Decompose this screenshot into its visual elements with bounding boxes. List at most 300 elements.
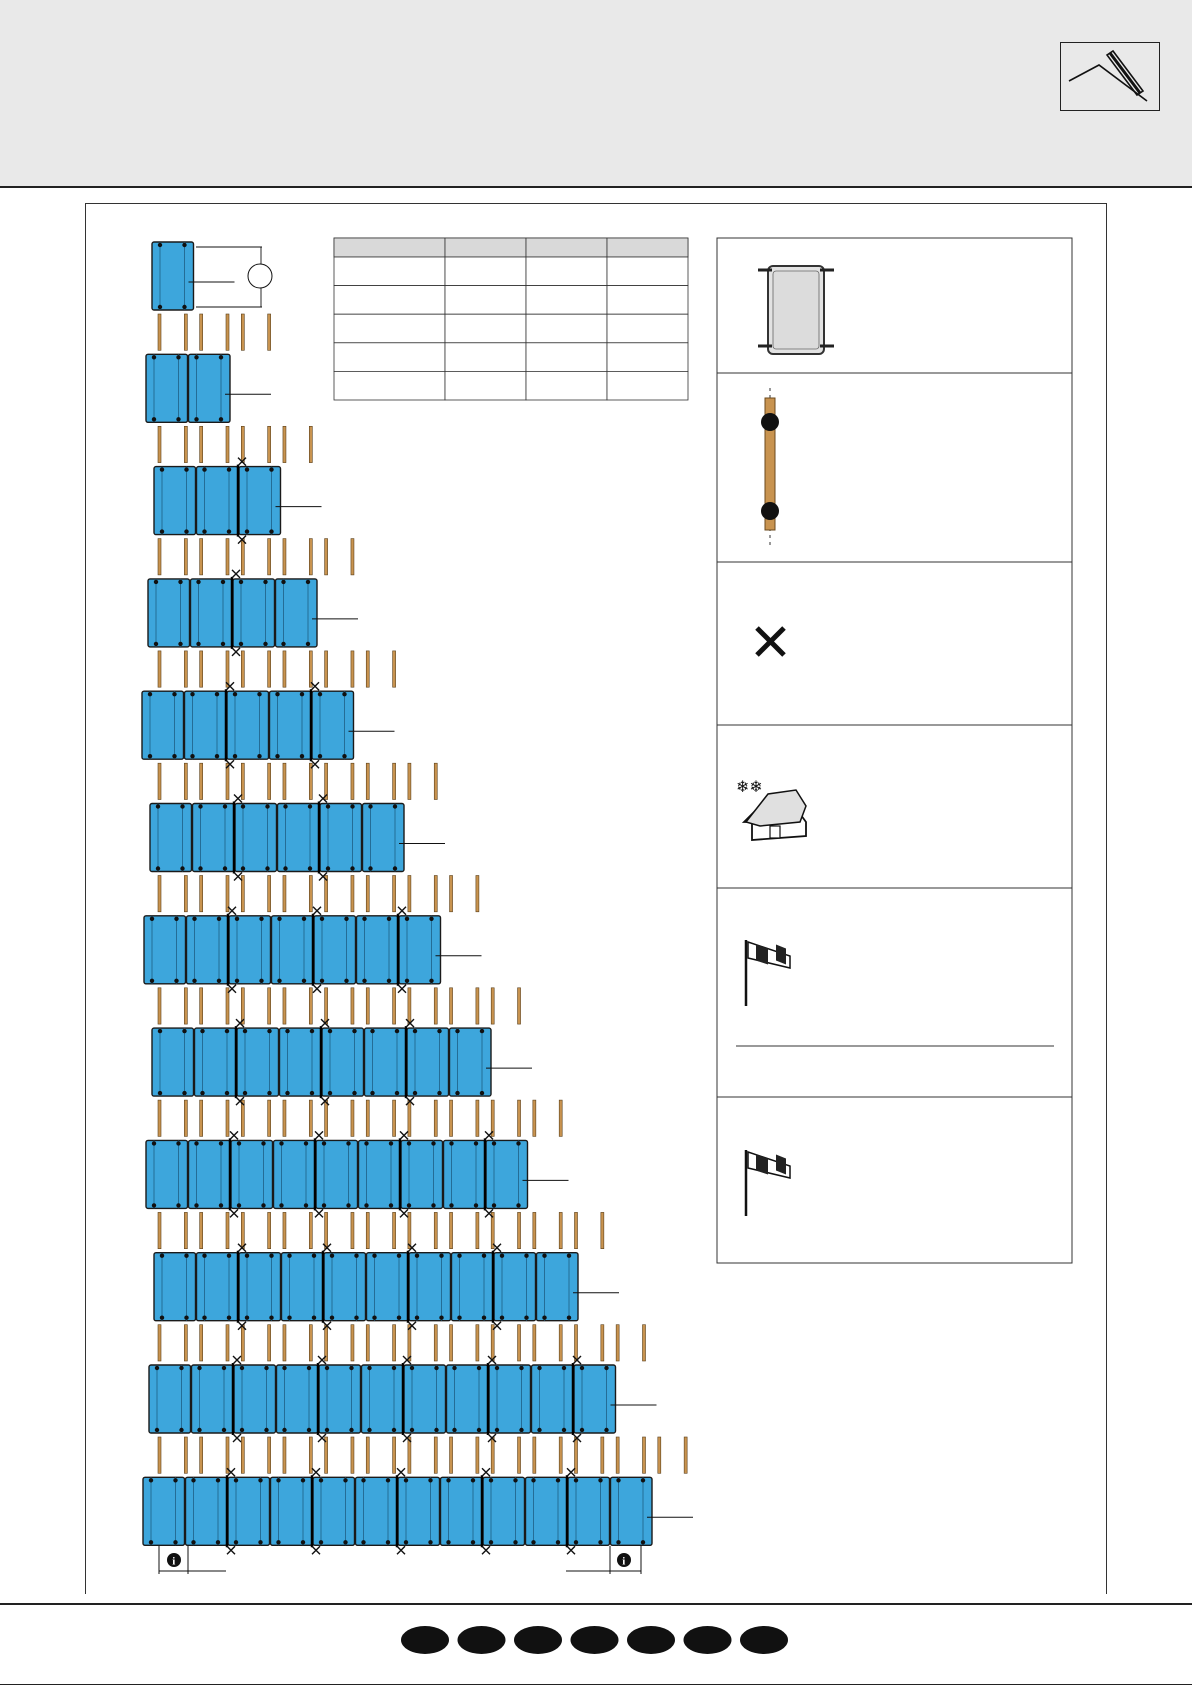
clamp-dot [160, 1254, 164, 1258]
mounting-rail [601, 1325, 604, 1361]
module-row [152, 242, 271, 350]
mounting-rail [351, 1100, 354, 1136]
mounting-rail [366, 1212, 369, 1248]
clamp-dot [346, 1141, 350, 1145]
pv-module [312, 691, 354, 759]
mounting-rail [200, 651, 203, 687]
mounting-rail [241, 876, 244, 912]
rail-joint-cross [234, 873, 242, 881]
clamp-dot [176, 355, 180, 359]
clamp-dot [531, 1478, 535, 1482]
clamp-dot [439, 1316, 443, 1320]
pv-module [356, 1477, 398, 1545]
mounting-rail [351, 1437, 354, 1473]
mounting-rail [518, 1100, 521, 1136]
mounting-rail [351, 988, 354, 1024]
mounting-rail [158, 651, 161, 687]
clamp-dot [219, 1141, 223, 1145]
clamp-dot [446, 1540, 450, 1544]
mounting-rail [158, 1212, 161, 1248]
clamp-dot [158, 305, 162, 309]
mounting-rail [366, 1437, 369, 1473]
clamp-dot [223, 804, 227, 808]
clamp-dot [500, 1316, 504, 1320]
mounting-rail [518, 1325, 521, 1361]
clamp-dot [190, 754, 194, 758]
clamp-dot [310, 1091, 314, 1095]
table-cell [526, 343, 607, 372]
table-cell [334, 286, 445, 315]
clamp-dot [437, 1091, 441, 1095]
clamp-dot [149, 1478, 153, 1482]
pv-module [239, 467, 281, 535]
clamp-dot [179, 1428, 183, 1432]
clamp-dot [174, 917, 178, 921]
clamp-dot [245, 1254, 249, 1258]
clamp-dot [320, 979, 324, 983]
table-cell [445, 238, 526, 257]
clamp-dot [350, 866, 354, 870]
mounting-rail [283, 876, 286, 912]
mounting-rail [518, 1437, 521, 1473]
clamp-dot [192, 979, 196, 983]
clamp-dot [152, 1203, 156, 1207]
clamp-dot [616, 1540, 620, 1544]
clamp-dot [500, 1254, 504, 1258]
pv-module [187, 916, 229, 984]
clamp-dot [234, 1478, 238, 1482]
rail-joint-cross [398, 907, 406, 915]
pv-module [282, 1253, 324, 1321]
mounting-rail [325, 876, 328, 912]
clamp-dot [389, 1141, 393, 1145]
clamp-dot [182, 1091, 186, 1095]
mounting-rail [184, 988, 187, 1024]
mounting-rail [393, 1437, 396, 1473]
mounting-rail [241, 1100, 244, 1136]
pv-module [227, 691, 269, 759]
mounting-rail [241, 539, 244, 575]
mounting-rail [616, 1325, 619, 1361]
clamp-dot [225, 1029, 229, 1033]
clamp-dot [264, 1428, 268, 1432]
clamp-dot [306, 580, 310, 584]
pv-module [144, 916, 186, 984]
clamp-dot [227, 1316, 231, 1320]
clamp-dot [267, 1029, 271, 1033]
pv-module [398, 1477, 440, 1545]
mounting-rail [476, 876, 479, 912]
clamp-dot [519, 1366, 523, 1370]
clamp-dot [269, 529, 273, 533]
clamp-dot [495, 1366, 499, 1370]
mounting-rail [434, 1325, 437, 1361]
page-dot[interactable] [514, 1626, 562, 1654]
table-cell [334, 257, 445, 286]
clamp-dot [641, 1478, 645, 1482]
clamp-dot [346, 1203, 350, 1207]
mounting-rail [450, 988, 453, 1024]
clamp-dot [155, 1366, 159, 1370]
clamp-dot [176, 1141, 180, 1145]
table-cell [607, 286, 688, 315]
clamp-dot [516, 1203, 520, 1207]
mounting-rail [184, 651, 187, 687]
clamp-dot [404, 1478, 408, 1482]
clamp-dot [196, 642, 200, 646]
mounting-rail [533, 1100, 536, 1136]
pv-module [189, 1140, 231, 1208]
clamp-dot [265, 804, 269, 808]
mounting-rail [309, 651, 312, 687]
clamp-dot [196, 580, 200, 584]
clamp-dot [263, 642, 267, 646]
mounting-rail [268, 539, 271, 575]
clamp-dot [322, 1203, 326, 1207]
clamp-dot [190, 692, 194, 696]
clamp-dot [184, 1254, 188, 1258]
mounting-rail [325, 988, 328, 1024]
clamp-dot [216, 1478, 220, 1482]
pv-module [409, 1253, 451, 1321]
module-row [143, 1468, 693, 1554]
clamp-dot [370, 1091, 374, 1095]
clamp-dot [300, 754, 304, 758]
clamp-dot [261, 1203, 265, 1207]
page-dot[interactable] [627, 1626, 675, 1654]
page-dot[interactable] [571, 1626, 619, 1654]
mounting-rail [491, 1325, 494, 1361]
mounting-rail [226, 539, 229, 575]
table-cell [607, 257, 688, 286]
clamp-dot [301, 1540, 305, 1544]
clamp-dot [556, 1540, 560, 1544]
mounting-rail [325, 1437, 328, 1473]
clamp-dot [449, 1203, 453, 1207]
pv-module [574, 1365, 616, 1433]
clamp-dot [240, 1366, 244, 1370]
clamp-dot [302, 917, 306, 921]
clamp-dot [542, 1316, 546, 1320]
clamp-dot [182, 1029, 186, 1033]
mounting-rail [158, 763, 161, 799]
clamp-dot [197, 1428, 201, 1432]
pv-module [148, 579, 190, 647]
clamp-dot [265, 866, 269, 870]
clamp-dot [269, 467, 273, 471]
clamp-dot [362, 979, 366, 983]
mounting-rail [184, 314, 187, 350]
mounting-rail [184, 1100, 187, 1136]
mounting-rail [366, 988, 369, 1024]
clamp-dot [429, 917, 433, 921]
mounting-rail [309, 1325, 312, 1361]
clamp-dot [202, 529, 206, 533]
clamp-dot [308, 804, 312, 808]
clamp-dot [320, 917, 324, 921]
mounting-rail [268, 1100, 271, 1136]
clamp-dot [474, 1141, 478, 1145]
mounting-rail [309, 1212, 312, 1248]
table-cell [526, 314, 607, 343]
mounting-rail [351, 1212, 354, 1248]
mounting-rail [325, 651, 328, 687]
clamp-dot [221, 642, 225, 646]
clamp-dot [307, 1428, 311, 1432]
pv-module [146, 354, 188, 422]
mounting-rail [283, 1325, 286, 1361]
pv-module [152, 242, 194, 310]
mounting-rail [268, 314, 271, 350]
clamp-dot [598, 1540, 602, 1544]
mounting-rail [491, 1212, 494, 1248]
clamp-dot [245, 467, 249, 471]
mounting-rail [268, 876, 271, 912]
clamp-dot [434, 1366, 438, 1370]
clamp-dot [219, 417, 223, 421]
rail-joint-cross [312, 1468, 320, 1476]
clamp-dot [180, 866, 184, 870]
table-cell [445, 371, 526, 400]
mounting-rail [158, 1325, 161, 1361]
clamp-dot [279, 1203, 283, 1207]
mounting-rail [408, 876, 411, 912]
pv-module [365, 1028, 407, 1096]
clamp-dot [480, 1091, 484, 1095]
clamp-dot [556, 1478, 560, 1482]
table-cell [526, 257, 607, 286]
rail-joint-cross [398, 985, 406, 993]
clamp-dot [361, 1540, 365, 1544]
pv-module [532, 1365, 574, 1433]
mounting-rail [200, 763, 203, 799]
clamp-dot [362, 917, 366, 921]
pv-module [568, 1477, 610, 1545]
clamp-dot [439, 1254, 443, 1258]
legend-panel [717, 238, 1072, 1263]
mounting-rail [434, 1212, 437, 1248]
clamp-dot [197, 1366, 201, 1370]
clamp-dot [328, 1091, 332, 1095]
clamp-dot [531, 1540, 535, 1544]
clamp-dot [477, 1366, 481, 1370]
clamp-dot [178, 580, 182, 584]
clamp-dot [370, 1029, 374, 1033]
clamp-dot [264, 1366, 268, 1370]
mounting-rail [226, 314, 229, 350]
mounting-rail [309, 426, 312, 462]
clamp-dot [304, 1141, 308, 1145]
clamp-dot [397, 1316, 401, 1320]
clamp-dot [457, 1316, 461, 1320]
clamp-dot [342, 754, 346, 758]
clamp-dot [194, 1141, 198, 1145]
pv-module [186, 1477, 228, 1545]
clamp-dot [387, 917, 391, 921]
clamp-dot [352, 1091, 356, 1095]
clamp-dot [598, 1478, 602, 1482]
rail-joint-cross [567, 1546, 575, 1554]
mounting-rail [200, 426, 203, 462]
mounting-rail [226, 426, 229, 462]
clamp-dot [428, 1478, 432, 1482]
clamp-dot [176, 1203, 180, 1207]
module-row [146, 354, 312, 462]
clamp-dot [173, 1540, 177, 1544]
pv-module [276, 579, 318, 647]
clamp-dot [239, 580, 243, 584]
pv-module [154, 467, 196, 535]
clamp-dot [257, 692, 261, 696]
clamp-dot [326, 804, 330, 808]
clamp-dot [344, 979, 348, 983]
pv-module [447, 1365, 489, 1433]
mounting-rail [283, 988, 286, 1024]
mounting-rail [533, 1437, 536, 1473]
clamp-dot [344, 917, 348, 921]
clamp-dot [301, 1478, 305, 1482]
clamp-dot [221, 580, 225, 584]
mounting-rail [268, 651, 271, 687]
mounting-rail [241, 426, 244, 462]
clamp-dot [322, 1141, 326, 1145]
mounting-rail [283, 426, 286, 462]
mounting-rail [476, 1100, 479, 1136]
module-row [146, 1131, 604, 1248]
mounting-rail [366, 1325, 369, 1361]
pv-module [229, 916, 271, 984]
rail-joint-cross [234, 795, 242, 803]
mounting-rail [158, 876, 161, 912]
table-cell [445, 343, 526, 372]
mounting-rail [309, 988, 312, 1024]
clamp-dot [150, 979, 154, 983]
module-row [144, 907, 521, 1024]
clamp-dot [216, 1540, 220, 1544]
mounting-rail [476, 1212, 479, 1248]
mounting-rail [408, 1100, 411, 1136]
mounting-rail [408, 763, 411, 799]
pv-module [526, 1477, 568, 1545]
clamp-dot [219, 355, 223, 359]
page-dot[interactable] [684, 1626, 732, 1654]
pv-module [233, 579, 275, 647]
mounting-rail [476, 1437, 479, 1473]
mounting-rail [450, 1212, 453, 1248]
pv-module [272, 916, 314, 984]
mounting-rail [226, 876, 229, 912]
clamp-dot [217, 917, 221, 921]
footer-divider [0, 1603, 1192, 1605]
mounting-rail [268, 426, 271, 462]
pv-module [228, 1477, 270, 1545]
clamp-dot [326, 866, 330, 870]
rail-joint-cross [233, 1356, 241, 1364]
table-cell [607, 314, 688, 343]
mounting-rail [533, 1325, 536, 1361]
mounting-rail [200, 988, 203, 1024]
clamp-dot [233, 754, 237, 758]
module-row [154, 458, 354, 575]
clamp-dot [222, 1428, 226, 1432]
clamp-dot [202, 1316, 206, 1320]
specification-table [334, 238, 688, 400]
page-dot[interactable] [458, 1626, 506, 1654]
table-cell [526, 286, 607, 315]
clamp-dot [455, 1029, 459, 1033]
mounting-rail [268, 1325, 271, 1361]
rail-joint-cross [315, 1131, 323, 1139]
mounting-rail [309, 876, 312, 912]
clamp-dot [364, 1141, 368, 1145]
mounting-rail [158, 1100, 161, 1136]
mounting-rail [450, 876, 453, 912]
clamp-dot [413, 1029, 417, 1033]
mounting-rail [643, 1325, 646, 1361]
clamp-dot [180, 804, 184, 808]
clamp-dot [437, 1029, 441, 1033]
rail-joint-cross [400, 1209, 408, 1217]
page-dot[interactable] [740, 1626, 788, 1654]
clamp-dot [198, 866, 202, 870]
page-dot[interactable] [401, 1626, 449, 1654]
clamp-dot [160, 1316, 164, 1320]
clamp-dot [308, 866, 312, 870]
mounting-rail [200, 539, 203, 575]
mounting-rail [450, 1100, 453, 1136]
mounting-rail [309, 539, 312, 575]
clamp-dot [457, 1254, 461, 1258]
clamp-dot [182, 243, 186, 247]
mounting-rail [351, 651, 354, 687]
pv-module [320, 804, 362, 872]
clamp-dot [245, 529, 249, 533]
clamp-dot [319, 1478, 323, 1482]
clamp-dot [328, 1029, 332, 1033]
clamp-dot [542, 1254, 546, 1258]
clamp-dot [200, 1091, 204, 1095]
pv-module [324, 1253, 366, 1321]
table-cell [607, 238, 688, 257]
mounting-rail [366, 763, 369, 799]
clamp-dot [372, 1254, 376, 1258]
pv-module [189, 354, 231, 422]
page-navigation-dots [400, 1625, 800, 1655]
mounting-rail [393, 1100, 396, 1136]
clamp-dot [152, 417, 156, 421]
clamp-dot [434, 1428, 438, 1432]
clamp-dot [368, 804, 372, 808]
table-cell [607, 371, 688, 400]
clamp-dot [389, 1203, 393, 1207]
clamp-dot [192, 917, 196, 921]
mounting-rail [643, 1437, 646, 1473]
pv-module [270, 691, 312, 759]
clamp-dot [361, 1478, 365, 1482]
mounting-rail [393, 763, 396, 799]
pv-module [280, 1028, 322, 1096]
pv-module [197, 1253, 239, 1321]
clamp-dot [392, 1366, 396, 1370]
table-cell [526, 371, 607, 400]
pv-module [143, 1477, 185, 1545]
info-icon [617, 1553, 631, 1568]
clamp-dot [367, 1366, 371, 1370]
clamp-dot [300, 692, 304, 696]
pv-module [239, 1253, 281, 1321]
rail-joint-cross [567, 1468, 575, 1476]
clamp-dot [281, 642, 285, 646]
